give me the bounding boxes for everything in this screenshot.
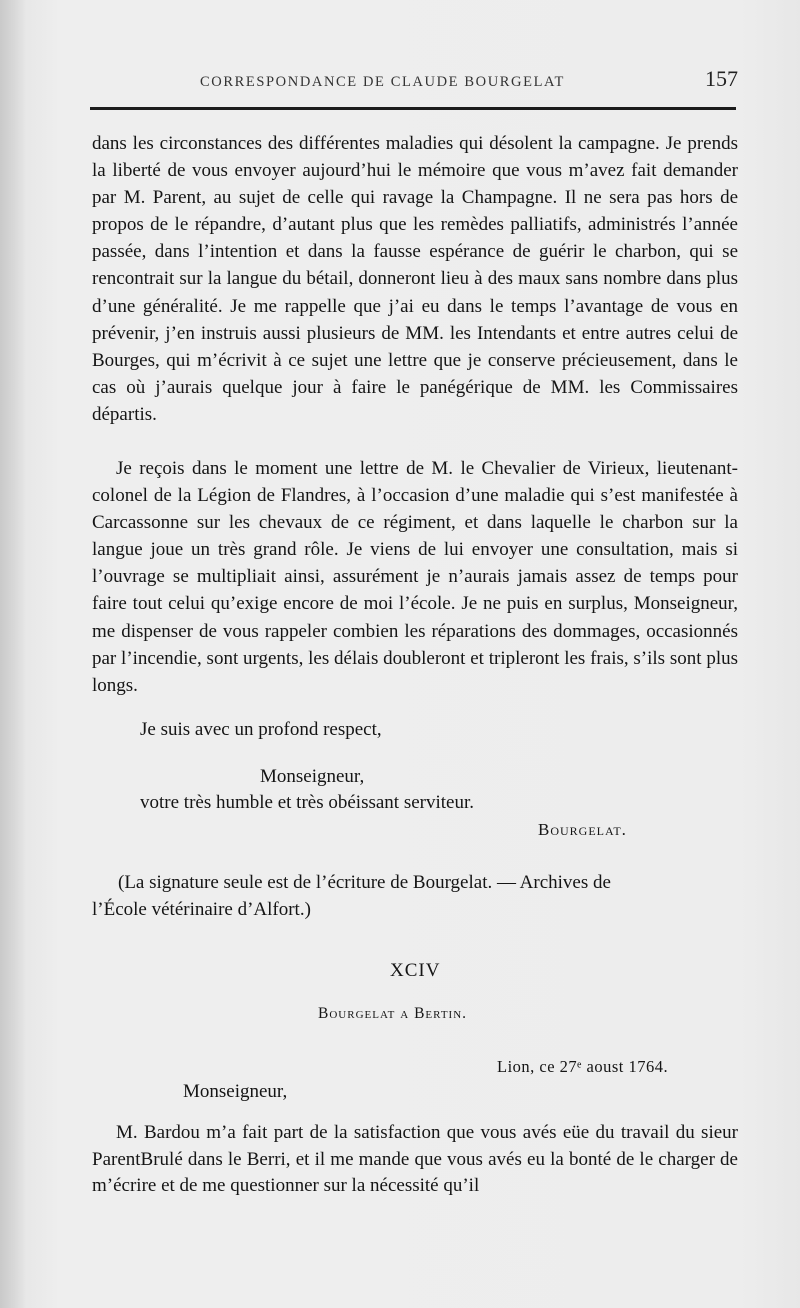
letter-paragraph-1: dans les circonstances des différentes maladies qui désolent la campagne. Je prends la liberté de vous envoyer aujourd’hui le mémoire que vous m’avez fait demander par M. Parent, au sujet de celle qui ravage la Champagne. Il ne sera pas hors de propos de le répandre, d’autant plus que les remèdes palliatifs, administrés l’année passée, dans l’intention et dans la fausse espérance de guérir le charbon, qui se rencontrait sur la langue du bétail, donneront lieu à des maux sans nombre dans plus d’une généralité. Je me rappelle que j’ai eu dans le temps l’avantage de vous en prévenir, j’en instruis aussi plusieurs de MM. les Intendants et entre autres celui de Bourges, qui m’écrivit à ce sujet une lettre que je conserve précieusement, dans le cas où j’aurais quelque jour à faire le panégérique de MM. les Commissaires départis. xyxy=(92,133,738,425)
respect-line: Je suis avec un profond respect, xyxy=(140,719,382,740)
letter-salutation: Monseigneur, xyxy=(183,1081,288,1102)
place-and-date: Lion, ce 27ᵉ aoust 1764. xyxy=(497,1057,669,1076)
page-spine-shadow xyxy=(0,0,26,1308)
running-title: CORRESPONDANCE DE CLAUDE BOURGELAT xyxy=(200,74,565,90)
running-head xyxy=(90,66,738,100)
letter-number: XCIV xyxy=(390,960,441,981)
page-number: 157 xyxy=(705,66,738,91)
signature: Bourgelat. xyxy=(538,820,627,839)
letter-paragraph-2: Je reçois dans le moment une lettre de M. le Chevalier de Virieux, lieutenant-colonel de la Légion de Flandres, à l’occasion d’une maladie qui s’est manifestée à Carcassonne sur les chevaux de ce régiment, et dans laquelle le charbon sur la langue joue un très grand rôle. Je viens de lui envoyer une consultation, mais si l’ouvrage se multipliait ainsi, assurément je n’aurais jamais assez de temps pour faire tout celui qu’exige encore de moi l’école. Je ne puis en surplus, Monseigneur, me dispenser de vous rappeler combien les réparations des dommages, occasionnés par l’incendie, sont urgents, les délais doubleront et tripleront les frais, s’ils sont plus longs. xyxy=(92,458,738,696)
archive-note-line-2: l’École vétérinaire d’Alfort.) xyxy=(92,899,311,920)
salutation-closing: Monseigneur, xyxy=(260,766,365,787)
letter2-paragraph-1: M. Bardou m’a fait part de la satisfaction que vous avés eüe du travail du sieur ParentBrulé dans le Berri, et il me mande que vous avés eu la bonté de le charger de m’écrire et de me questionner sur la nécessité qu’il xyxy=(92,1122,738,1196)
letter-title: Bourgelat a Bertin. xyxy=(318,1005,468,1022)
archive-note-line-1: (La signature seule est de l’écriture de Bourgelat. — Archives de xyxy=(118,872,611,893)
closing-formula: votre très humble et très obéissant serviteur. xyxy=(140,792,474,813)
header-rule xyxy=(90,107,736,110)
